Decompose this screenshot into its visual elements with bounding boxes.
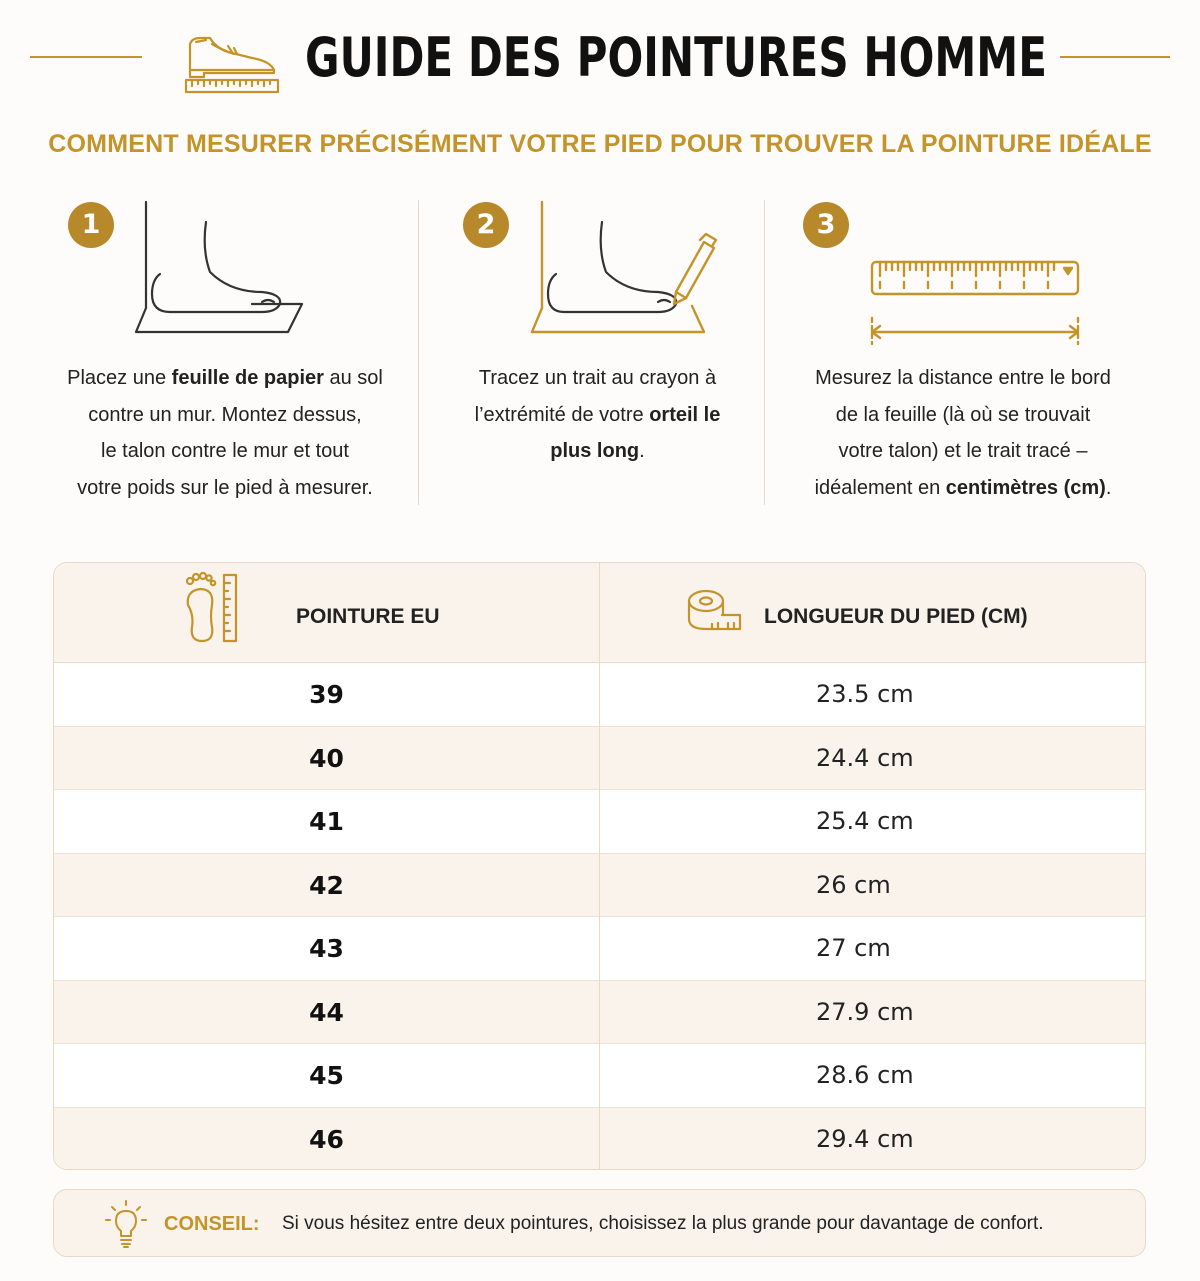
step-1-description bbox=[30, 360, 420, 506]
description-text: . bbox=[639, 440, 645, 462]
description-line bbox=[30, 470, 420, 507]
description-emphasis: feuille de papier bbox=[171, 367, 324, 389]
length-cell: 28.6 cm bbox=[816, 1061, 914, 1089]
header-line-left bbox=[30, 56, 142, 58]
table-row bbox=[54, 727, 1146, 791]
description-emphasis: orteil le bbox=[649, 403, 721, 426]
size-table bbox=[53, 562, 1146, 1170]
ruler-measure-icon bbox=[866, 256, 1086, 350]
description-text: le talon contre le mur et tout bbox=[101, 440, 349, 462]
size-cell: 41 bbox=[309, 807, 344, 836]
step-1 bbox=[30, 196, 420, 516]
step-divider bbox=[418, 200, 419, 505]
table-row bbox=[54, 917, 1146, 981]
size-cell: 43 bbox=[309, 934, 344, 963]
table-row bbox=[54, 981, 1146, 1045]
description-text: idéalement en bbox=[814, 476, 946, 499]
description-line bbox=[420, 397, 775, 434]
size-cell: 44 bbox=[309, 997, 344, 1027]
description-text: de la feuille (là où se trouvait bbox=[835, 403, 1091, 426]
size-cell: 39 bbox=[309, 680, 344, 709]
table-row bbox=[54, 1044, 1146, 1108]
length-cell: 27.9 cm bbox=[816, 997, 914, 1026]
description-line bbox=[30, 360, 420, 397]
page-subtitle: COMMENT MESURER PRÉCISÉMENT VOTRE PIED POUR TROUVER LA POINTURE IDÉALE bbox=[48, 130, 1152, 158]
description-text: . bbox=[1105, 476, 1112, 499]
description-line bbox=[766, 433, 1160, 470]
header-line-right bbox=[1060, 56, 1170, 58]
header bbox=[0, 22, 1200, 94]
description-text: votre talon) et le trait tracé – bbox=[838, 440, 1088, 462]
description-line bbox=[30, 397, 420, 434]
table-row bbox=[54, 854, 1146, 918]
size-cell: 42 bbox=[309, 870, 344, 900]
page-title: GUIDE DES POINTURES HOMME bbox=[305, 26, 1047, 89]
footprint-ruler-icon bbox=[182, 571, 240, 645]
shoe-on-ruler-icon bbox=[182, 30, 282, 94]
description-text: l’extrémité de votre bbox=[474, 403, 650, 426]
foot-pencil-mark-icon bbox=[524, 200, 724, 342]
length-cell: 29.4 cm bbox=[816, 1124, 914, 1153]
table-body bbox=[54, 663, 1146, 1170]
length-cell: 23.5 cm bbox=[816, 680, 914, 708]
step-divider bbox=[764, 200, 765, 505]
size-cell: 40 bbox=[309, 743, 344, 773]
length-cell: 26 cm bbox=[816, 870, 891, 899]
description-emphasis: plus long bbox=[550, 440, 640, 462]
description-text: Tracez un trait au crayon à bbox=[478, 367, 717, 389]
description-line bbox=[766, 360, 1160, 397]
length-cell: 24.4 cm bbox=[816, 743, 914, 772]
tape-measure-icon bbox=[686, 587, 744, 635]
foot-on-paper-icon bbox=[130, 200, 310, 342]
description-emphasis: centimètres (cm) bbox=[945, 476, 1106, 499]
step-3-description bbox=[766, 360, 1160, 506]
table-row bbox=[54, 1108, 1146, 1171]
description-text: au sol bbox=[323, 367, 383, 389]
column-divider bbox=[599, 563, 600, 1170]
description-line bbox=[766, 397, 1160, 434]
step-2-description bbox=[420, 360, 775, 470]
description-line bbox=[420, 360, 775, 397]
description-line bbox=[420, 433, 775, 470]
description-text: Placez une bbox=[67, 367, 172, 389]
tip-text: Si vous hésitez entre deux pointures, choisissez la plus grande pour davantage de confort. bbox=[282, 1213, 1044, 1234]
size-cell: 46 bbox=[309, 1124, 344, 1154]
table-row bbox=[54, 790, 1146, 854]
description-text: contre un mur. Montez dessus, bbox=[88, 403, 362, 426]
length-cell: 27 cm bbox=[816, 934, 891, 962]
table-row bbox=[54, 663, 1146, 727]
table-header bbox=[54, 563, 1146, 663]
lightbulb-icon bbox=[104, 1198, 148, 1250]
description-line bbox=[30, 433, 420, 470]
description-text: Mesurez la distance entre le bord bbox=[815, 367, 1111, 389]
length-cell: 25.4 cm bbox=[816, 807, 914, 835]
step-number-badge: 1 bbox=[68, 202, 114, 248]
step-3 bbox=[766, 196, 1170, 516]
step-2 bbox=[420, 196, 765, 516]
tip-label: CONSEIL: bbox=[164, 1213, 260, 1235]
size-cell: 45 bbox=[309, 1061, 344, 1090]
description-line bbox=[766, 470, 1160, 507]
step-number-badge: 2 bbox=[463, 202, 509, 248]
column-header-length: LONGUEUR DU PIED (CM) bbox=[764, 605, 1028, 628]
column-header-size: POINTURE EU bbox=[296, 605, 440, 628]
step-number-badge: 3 bbox=[803, 202, 849, 248]
description-text: votre poids sur le pied à mesurer. bbox=[77, 476, 373, 499]
tip-box bbox=[53, 1189, 1146, 1257]
